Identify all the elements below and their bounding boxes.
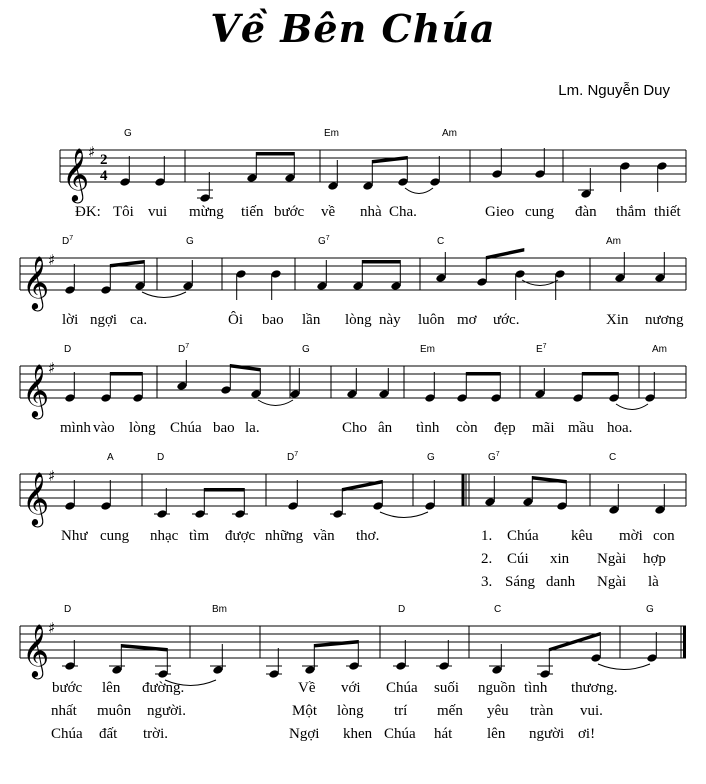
- lyric-word: vui: [148, 204, 168, 220]
- lyric-word: Chúa: [384, 726, 416, 742]
- lyric-word: với: [341, 680, 361, 696]
- note-tie: [142, 292, 186, 298]
- chord-symbol: Am: [652, 344, 667, 355]
- lyric-word: nguồn: [478, 680, 516, 696]
- lyric-word: tìm: [189, 528, 210, 544]
- lyric-word: hát: [434, 726, 453, 742]
- key-signature-sharp-icon: ♯: [48, 619, 56, 637]
- chord-symbol: C: [609, 452, 617, 463]
- lyric-word: lòng: [129, 420, 156, 436]
- lyric-word: 1.: [481, 528, 493, 544]
- lyric-word: con: [653, 528, 675, 544]
- chord-symbol: G: [186, 236, 194, 247]
- lyric-word: Ngợi: [289, 726, 320, 742]
- lyric-word: thương.: [571, 680, 618, 696]
- chord-symbol: G: [124, 128, 132, 139]
- note-tie: [405, 188, 433, 194]
- composer-name: Lm. Nguyễn Duy: [558, 82, 670, 99]
- key-signature-sharp-icon: ♯: [48, 359, 56, 377]
- chord-symbol: $E^7$: [536, 343, 547, 355]
- lyric-word: tình: [524, 680, 548, 696]
- lyric-word: bao: [262, 312, 284, 328]
- lyric-word: Xin: [606, 312, 629, 328]
- lyric-word: Gieo: [485, 204, 515, 220]
- lyric-word: bước: [52, 680, 83, 696]
- lyric-word: trí: [394, 703, 408, 719]
- lyric-word: lần: [302, 312, 321, 328]
- lyric-word: ước.: [493, 312, 520, 328]
- chord-symbol: $D^7$: [287, 451, 299, 463]
- note-beam: [230, 364, 260, 372]
- lyric-word: muôn: [97, 703, 132, 719]
- chord-symbol: D: [157, 452, 165, 463]
- lyric-word: Về: [298, 680, 316, 696]
- lyric-word: lên: [102, 680, 121, 696]
- lyric-word: vào: [93, 420, 115, 436]
- lyric-word: thiết: [654, 204, 681, 220]
- lyric-word: ơi!: [578, 726, 596, 742]
- lyric-word: mơ: [457, 312, 477, 328]
- note-beam: [110, 372, 142, 376]
- lyric-word: hoa.: [607, 420, 633, 436]
- lyric-word: luôn: [418, 312, 445, 328]
- lyric-word: lên: [487, 726, 506, 742]
- lyric-word: Sáng: [505, 574, 535, 590]
- chord-symbol: $G^7$: [488, 451, 500, 463]
- lyric-word: Cúi: [507, 551, 529, 567]
- lyric-word: người: [529, 726, 565, 742]
- lyric-word: kêu: [571, 528, 593, 544]
- lyric-word: vui.: [580, 703, 603, 719]
- lyric-word: xin: [550, 551, 570, 567]
- lyric-word: là: [648, 574, 659, 590]
- lyric-word: đẹp: [494, 420, 516, 436]
- lyric-word: Chúa: [51, 726, 83, 742]
- chord-symbol: $D^7$: [62, 235, 74, 247]
- chord-symbol: D: [64, 344, 72, 355]
- lyric-word: tiến: [241, 204, 264, 220]
- treble-clef-icon: 𝄞: [22, 471, 50, 525]
- lyric-word: nhà: [360, 204, 382, 220]
- lyric-word: lòng: [345, 312, 372, 328]
- chord-symbol: G: [646, 604, 654, 615]
- lyric-word: Cha.: [389, 204, 417, 220]
- lyric-word: ân: [378, 420, 393, 436]
- lyric-word: Như: [61, 528, 88, 544]
- chord-symbol: Bm: [212, 604, 227, 615]
- lyric-word: về: [321, 204, 336, 220]
- note-tie: [598, 664, 650, 670]
- lyric-word: ca.: [130, 312, 148, 328]
- treble-clef-icon: 𝄞: [62, 147, 90, 201]
- song-title: Về Bên Chúa: [210, 6, 496, 51]
- lyric-word: Chúa: [386, 680, 418, 696]
- treble-clef-icon: 𝄞: [22, 363, 50, 417]
- lyric-word: bao: [213, 420, 235, 436]
- lyric-word: Ngài: [597, 574, 627, 590]
- chord-symbol: Em: [324, 128, 339, 139]
- lyric-word: lời: [62, 312, 79, 328]
- lyric-word: mừng: [189, 204, 224, 220]
- lyric-word: đất: [99, 726, 118, 742]
- lyric-word: hợp: [643, 551, 666, 567]
- key-signature-sharp-icon: ♯: [88, 143, 96, 161]
- lyric-word: mời: [619, 528, 643, 544]
- lyric-word: nhất: [51, 703, 77, 719]
- treble-clef-icon: 𝄞: [22, 623, 50, 677]
- lyric-word: Chúa: [170, 420, 202, 436]
- chord-symbol: G: [302, 344, 310, 355]
- note-beam: [204, 488, 244, 492]
- key-signature-sharp-icon: ♯: [48, 467, 56, 485]
- chord-symbol: A: [107, 452, 114, 463]
- note-beam: [314, 640, 358, 648]
- lyric-word: ĐK:: [75, 204, 101, 220]
- lyric-word: đàn: [575, 204, 597, 220]
- lyric-word: cung: [525, 204, 555, 220]
- lyric-word: nương: [645, 312, 684, 328]
- chord-symbol: $G^7$: [318, 235, 330, 247]
- chord-symbol: Am: [606, 236, 621, 247]
- lyric-word: những: [265, 528, 304, 544]
- lyric-word: 2.: [481, 551, 493, 567]
- lyric-word: mầu: [568, 420, 594, 436]
- lyric-word: mến: [437, 703, 463, 719]
- chord-symbol: G: [427, 452, 435, 463]
- lyric-word: 3.: [481, 574, 493, 590]
- chord-symbol: Am: [442, 128, 457, 139]
- lyric-word: danh: [546, 574, 576, 590]
- lyric-word: này: [379, 312, 401, 328]
- lyric-word: Ngài: [597, 551, 627, 567]
- lyric-word: cung: [100, 528, 130, 544]
- lyric-word: vần: [313, 528, 335, 544]
- lyric-word: Tôi: [113, 204, 134, 220]
- lyric-word: yêu: [487, 703, 509, 719]
- lyric-word: nhạc: [150, 528, 179, 544]
- chord-symbol: Em: [420, 344, 435, 355]
- lyric-word: suối: [434, 680, 460, 696]
- note-tie: [616, 404, 648, 410]
- chord-symbol: D: [64, 604, 72, 615]
- lyric-word: ngợi: [90, 312, 118, 328]
- chord-symbol: $D^7$: [178, 343, 190, 355]
- lyric-word: mình: [60, 420, 91, 436]
- note-beam: [582, 372, 618, 376]
- treble-clef-icon: 𝄞: [22, 255, 50, 309]
- chord-symbol: C: [437, 236, 445, 247]
- lyric-word: Ôi: [228, 312, 243, 328]
- lyric-word: lòng: [337, 703, 364, 719]
- lyric-word: Cho: [342, 420, 368, 436]
- lyric-word: bước: [274, 204, 305, 220]
- lyric-word: thắm: [616, 204, 646, 220]
- lyric-word: khen: [343, 726, 373, 742]
- chord-symbol: D: [398, 604, 406, 615]
- note-beam: [466, 372, 500, 376]
- lyric-word: trời.: [143, 726, 169, 742]
- chord-symbol: C: [494, 604, 502, 615]
- lyric-word: được: [225, 528, 256, 544]
- key-signature-sharp-icon: ♯: [48, 251, 56, 269]
- lyric-word: tràn: [530, 703, 554, 719]
- lyric-word: mãi: [532, 420, 555, 436]
- lyric-word: đường.: [142, 680, 185, 696]
- lyric-word: Chúa: [507, 528, 539, 544]
- lyric-word: người.: [147, 703, 186, 719]
- lyric-word: la.: [245, 420, 260, 436]
- note-tie: [522, 280, 558, 286]
- time-signature-bottom: 4: [100, 168, 108, 184]
- note-beam: [256, 152, 294, 156]
- lyric-word: Một: [292, 703, 318, 719]
- time-signature-top: 2: [100, 152, 108, 168]
- lyric-word: còn: [456, 420, 478, 436]
- lyric-word: tình: [416, 420, 440, 436]
- lyric-word: thơ.: [356, 528, 380, 544]
- note-tie: [380, 512, 428, 518]
- note-beam: [362, 260, 400, 264]
- note-tie: [258, 400, 293, 406]
- note-beam: [372, 156, 407, 164]
